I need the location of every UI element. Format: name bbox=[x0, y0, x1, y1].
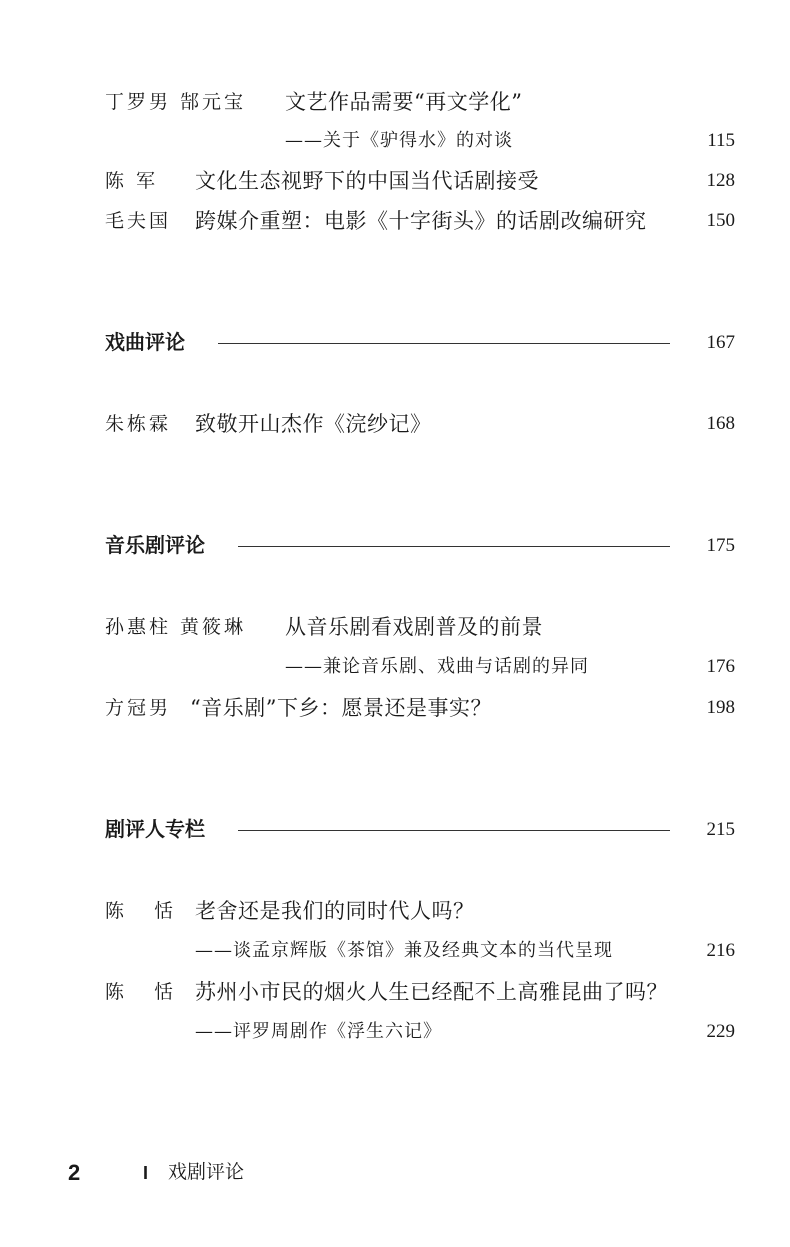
toc-entry bbox=[0, 404, 790, 444]
section-heading bbox=[0, 526, 790, 566]
entry-authors: 陈 恬 bbox=[105, 900, 186, 922]
leader-rule bbox=[238, 830, 670, 831]
entry-title: 苏州小市民的烟火人生已经配不上高雅昆曲了吗？ bbox=[195, 980, 668, 1004]
entry-page: 176 bbox=[706, 656, 735, 677]
entry-authors: 丁罗男 郜元宝 bbox=[105, 91, 247, 113]
toc-entry bbox=[0, 891, 790, 931]
entry-authors: 陈 军 bbox=[105, 170, 159, 192]
footer-page-number: 2 bbox=[68, 1160, 81, 1185]
section-heading bbox=[0, 810, 790, 850]
toc-entry bbox=[0, 688, 790, 728]
toc-entry bbox=[0, 201, 790, 241]
entry-subtitle: ——兼论音乐剧、戏曲与话剧的异同 bbox=[285, 656, 589, 677]
entry-page: 168 bbox=[706, 413, 735, 434]
entry-title: 致敬开山杰作《浣纱记》 bbox=[195, 412, 432, 436]
toc-entry-subline bbox=[0, 931, 790, 971]
entry-subtitle: ——评罗周剧作《浮生六记》 bbox=[195, 1021, 442, 1042]
entry-authors: 陈 恬 bbox=[105, 981, 186, 1003]
toc-entry-subline bbox=[0, 647, 790, 687]
entry-authors: 孙惠柱 黄筱琳 bbox=[105, 616, 247, 638]
footer-book-title: 戏剧评论 bbox=[168, 1162, 245, 1183]
toc-entry-subline bbox=[0, 121, 790, 161]
entry-page: 128 bbox=[706, 170, 735, 191]
entry-authors: 毛夫国 bbox=[105, 210, 172, 232]
section-page: 215 bbox=[706, 819, 735, 840]
entry-subtitle: ——谈孟京辉版《茶馆》兼及经典文本的当代呈现 bbox=[195, 940, 613, 961]
toc-entry bbox=[0, 607, 790, 647]
entry-title: 跨媒介重塑：电影《十字街头》的话剧改编研究 bbox=[195, 209, 647, 233]
entry-page: 150 bbox=[706, 210, 735, 231]
leader-rule bbox=[238, 546, 670, 547]
footer-separator: I bbox=[143, 1163, 149, 1183]
section-heading bbox=[0, 323, 790, 363]
section-title: 剧评人专栏 bbox=[105, 819, 205, 841]
leader-rule bbox=[218, 343, 670, 344]
page-footer bbox=[0, 1153, 790, 1193]
entry-page: 229 bbox=[706, 1021, 735, 1042]
entry-authors: 方冠男 bbox=[105, 697, 172, 719]
entry-title: 文化生态视野下的中国当代话剧接受 bbox=[195, 169, 539, 193]
toc-entry bbox=[0, 972, 790, 1012]
entry-page: 115 bbox=[707, 130, 735, 151]
entry-subtitle: ——关于《驴得水》的对谈 bbox=[285, 130, 513, 151]
entry-page: 198 bbox=[706, 697, 735, 718]
section-title: 音乐剧评论 bbox=[105, 535, 205, 557]
entry-title: 老舍还是我们的同时代人吗？ bbox=[195, 899, 475, 923]
toc-entry-subline bbox=[0, 1012, 790, 1052]
entry-title: 文艺作品需要“再文学化” bbox=[285, 90, 523, 114]
toc-entry bbox=[0, 161, 790, 201]
entry-authors: 朱栋霖 bbox=[105, 413, 172, 435]
entry-title: “音乐剧”下乡：愿景还是事实？ bbox=[190, 696, 492, 720]
section-page: 167 bbox=[706, 332, 735, 353]
entry-title: 从音乐剧看戏剧普及的前景 bbox=[285, 615, 543, 639]
section-title: 戏曲评论 bbox=[105, 332, 185, 354]
section-page: 175 bbox=[706, 535, 735, 556]
toc-entry bbox=[0, 82, 790, 122]
entry-page: 216 bbox=[706, 940, 735, 961]
